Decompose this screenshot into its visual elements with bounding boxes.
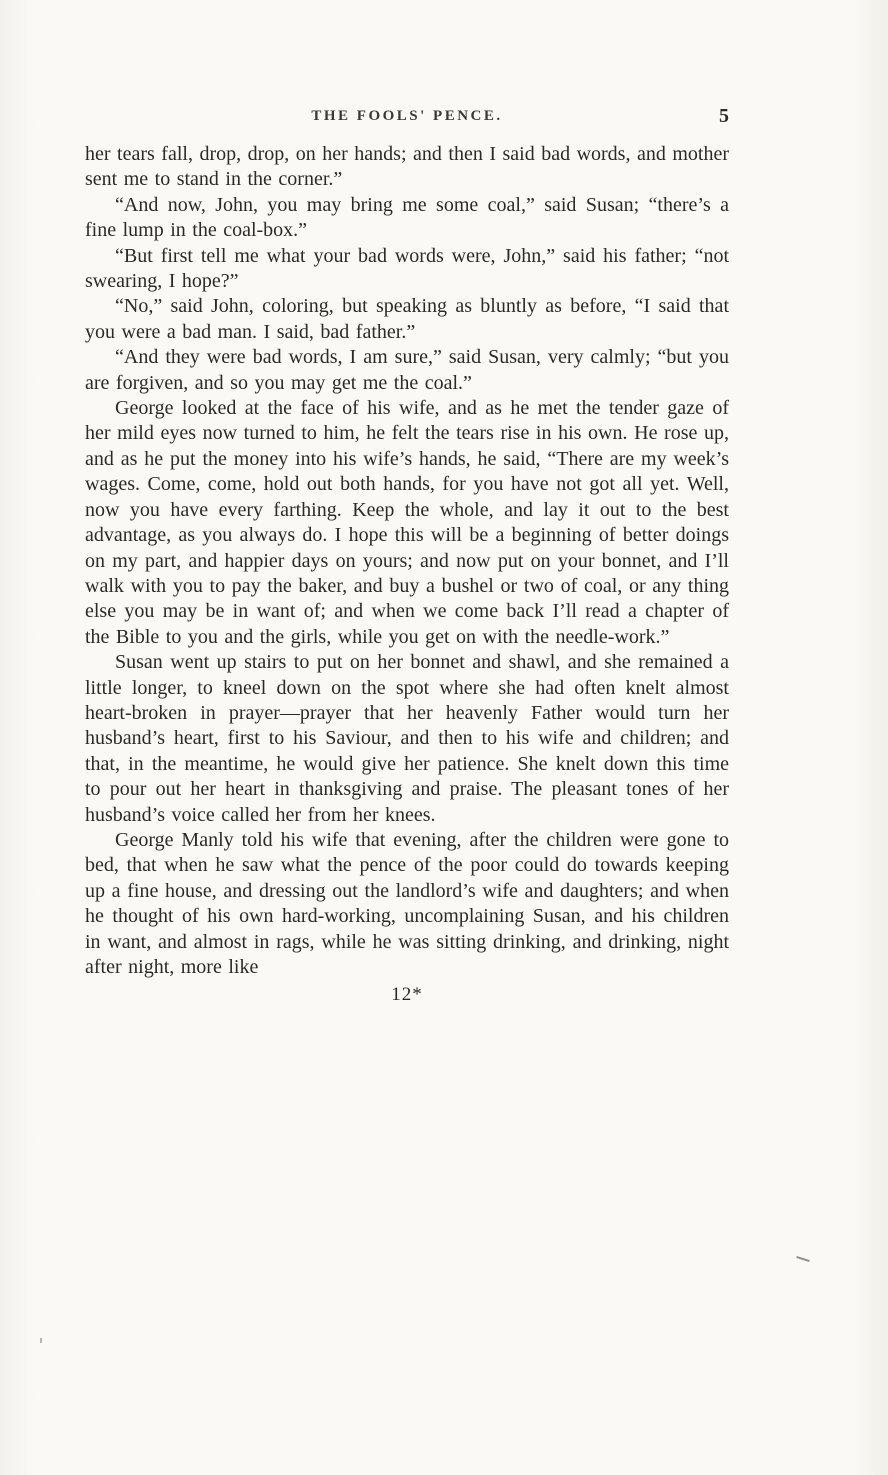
page-number: 5 [719, 105, 729, 127]
running-head [85, 105, 729, 142]
paragraph: George Manly told his wife that evening, after the children were gone to bed, that when he saw what the pence of the poor could do towards keeping up a fine house, and dressing out the landlord’s wife and daughters; and when he thought of his own hard-working, uncomplaining Susan, and his children in want, and almost in rags, while he was sitting drinking, and drinking, night after night, more like [85, 828, 729, 978]
page-body [85, 142, 729, 980]
paragraph: “But first tell me what your bad words were, John,” said his father; “not swearing, I hope?” [85, 244, 729, 293]
scan-artifact-mark [796, 1256, 810, 1262]
signature-mark: 12* [391, 984, 423, 1006]
running-title: THE FOOLS' PENCE. [311, 108, 503, 124]
paragraph: her tears fall, drop, drop, on her hands; and then I said bad words, and mother sent me to stand in the corner.” [85, 143, 729, 191]
paragraph: Susan went up stairs to put on her bonnet and shawl, and she remained a little longer, to kneel down on the spot where she had often knelt almost heart-broken in prayer—prayer that her heavenly Father would turn her husband’s heart, first to his Saviour, and then to his wife and children; and that, in the meantime, he would give her patience. She knelt down this time to pour out her heart in thanksgiving and praise. The pleasant tones of her husband’s voice called her from her knees. [85, 651, 729, 826]
paragraph: George looked at the face of his wife, and as he met the tender gaze of her mild eyes now turned to him, he felt the tears rise in his own. He rose up, and as he put the money into his wife’s hands, he said, “There are my week’s wages. Come, come, hold out both hands, for you have not got all yet. Well, now you have every farthing. Keep the whole, and lay it out to the best advantage, as you always do. I hope this will be a beginning of better doings on my part, and happier days on yours; and now put on your bonnet, and I’ll walk with you to pay the baker, and buy a bushel or two of coal, or any thing else you may be in want of; and when we come back I’ll read a chapter of the Bible to you and the girls, while you get on with the needle-work.” [85, 397, 729, 648]
scan-artifact-dot [40, 1338, 42, 1343]
paragraph: “And they were bad words, I am sure,” said Susan, very calmly; “but you are forgiven, and so you may get me the coal.” [85, 346, 729, 394]
text-column [85, 105, 729, 1006]
paragraph: “No,” said John, coloring, but speaking as bluntly as before, “I said that you were a bad man. I said, bad father.” [85, 295, 729, 343]
paragraph: “And now, John, you may bring me some coal,” said Susan; “there’s a fine lump in the coal-box.” [85, 193, 729, 242]
